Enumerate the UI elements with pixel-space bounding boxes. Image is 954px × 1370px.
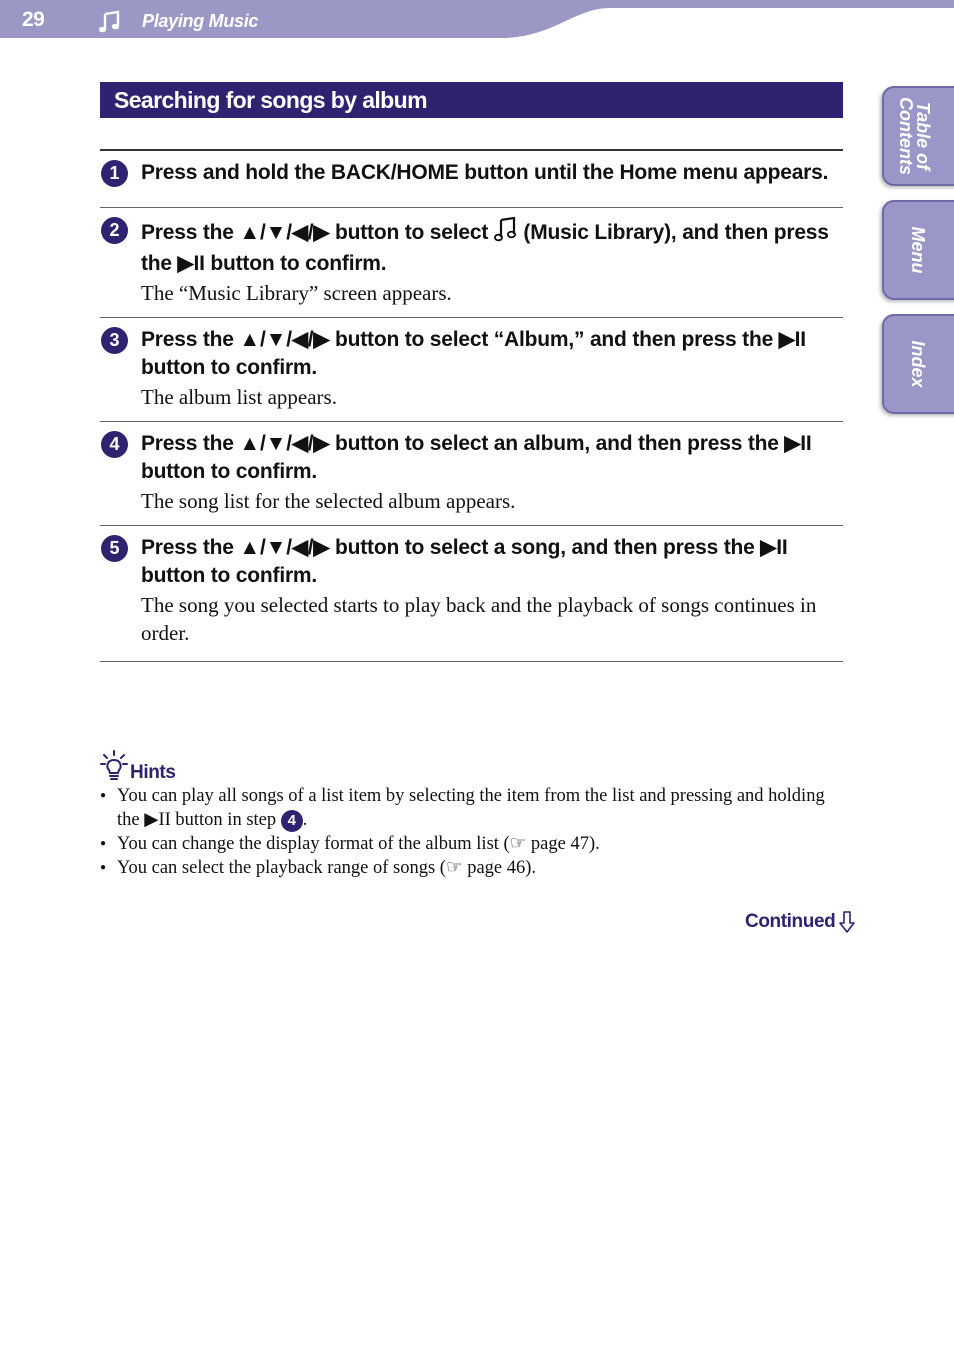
hint-text: You can change the display format of the album list ( — [117, 834, 510, 854]
page-header — [0, 0, 954, 40]
hint-text: You can select the playback range of songs ( — [117, 858, 446, 878]
step-instruction — [141, 216, 843, 278]
step-result: The “Music Library” screen appears. — [141, 281, 452, 305]
step-3 — [100, 318, 843, 422]
tab-label: Table of Contents — [896, 97, 934, 175]
page-reference-link[interactable]: page 47). — [526, 834, 600, 854]
page-reference-link[interactable]: page 46). — [462, 858, 537, 878]
arrow-down-icon — [839, 911, 855, 933]
step-instruction: Press the ▲/▼/◀/▶ button to select an album, and then press the ▶II button to confirm. — [141, 432, 812, 483]
step-number: 1 — [101, 160, 128, 187]
page-number: 29 — [22, 8, 45, 31]
step-result: The album list appears. — [141, 385, 337, 409]
hint-text: You can play all songs of a list item by selecting the item from the list and pressing and holding the ▶II button in step — [117, 786, 825, 830]
pointing-hand-icon[interactable]: ☞ — [445, 858, 463, 878]
instruction-text: Press the ▲/▼/◀/▶ button to select — [141, 221, 494, 244]
hint-text: . — [302, 810, 308, 830]
step-1 — [100, 151, 843, 208]
step-instruction: Press the ▲/▼/◀/▶ button to select a song, and then press the ▶II button to confirm. — [141, 536, 788, 587]
step-result: The song list for the selected album appears. — [141, 489, 516, 513]
continued-link[interactable] — [745, 911, 855, 933]
lightbulb-icon — [100, 750, 128, 784]
music-library-icon — [494, 216, 518, 250]
pointing-hand-icon[interactable]: ☞ — [509, 834, 527, 854]
step-number: 4 — [101, 431, 128, 458]
step-instruction: Press and hold the BACK/HOME button until the Home menu appears. — [141, 161, 829, 184]
step-4 — [100, 422, 843, 526]
instruction-text: (Music Library), and then press the ▶II button to confirm. — [141, 221, 829, 275]
step-list — [100, 149, 843, 662]
hints-section — [100, 754, 850, 880]
tab-table-of-contents[interactable] — [882, 86, 954, 186]
tab-menu[interactable] — [882, 200, 954, 300]
hints-label: Hints — [130, 762, 176, 783]
hints-header — [100, 754, 850, 784]
hint-item — [100, 784, 850, 832]
step-number: 5 — [101, 535, 128, 562]
step-number: 3 — [101, 327, 128, 354]
step-reference-badge: 4 — [281, 810, 303, 832]
step-instruction: Press the ▲/▼/◀/▶ button to select “Album,” and then press the ▶II button to confirm. — [141, 328, 806, 379]
page-title: Searching for songs by album — [100, 82, 843, 118]
tab-label: Menu — [907, 226, 928, 274]
continued-label: Continued — [745, 911, 836, 932]
hint-item — [100, 856, 850, 880]
hint-item — [100, 832, 850, 856]
step-2 — [100, 208, 843, 318]
section-heading: Playing Music — [142, 11, 259, 31]
tab-index[interactable] — [882, 314, 954, 414]
step-result: The song you selected starts to play back and the playback of songs continues in order. — [141, 593, 817, 645]
step-number: 2 — [101, 217, 128, 244]
tab-label: Index — [907, 340, 928, 388]
step-5 — [100, 526, 843, 662]
